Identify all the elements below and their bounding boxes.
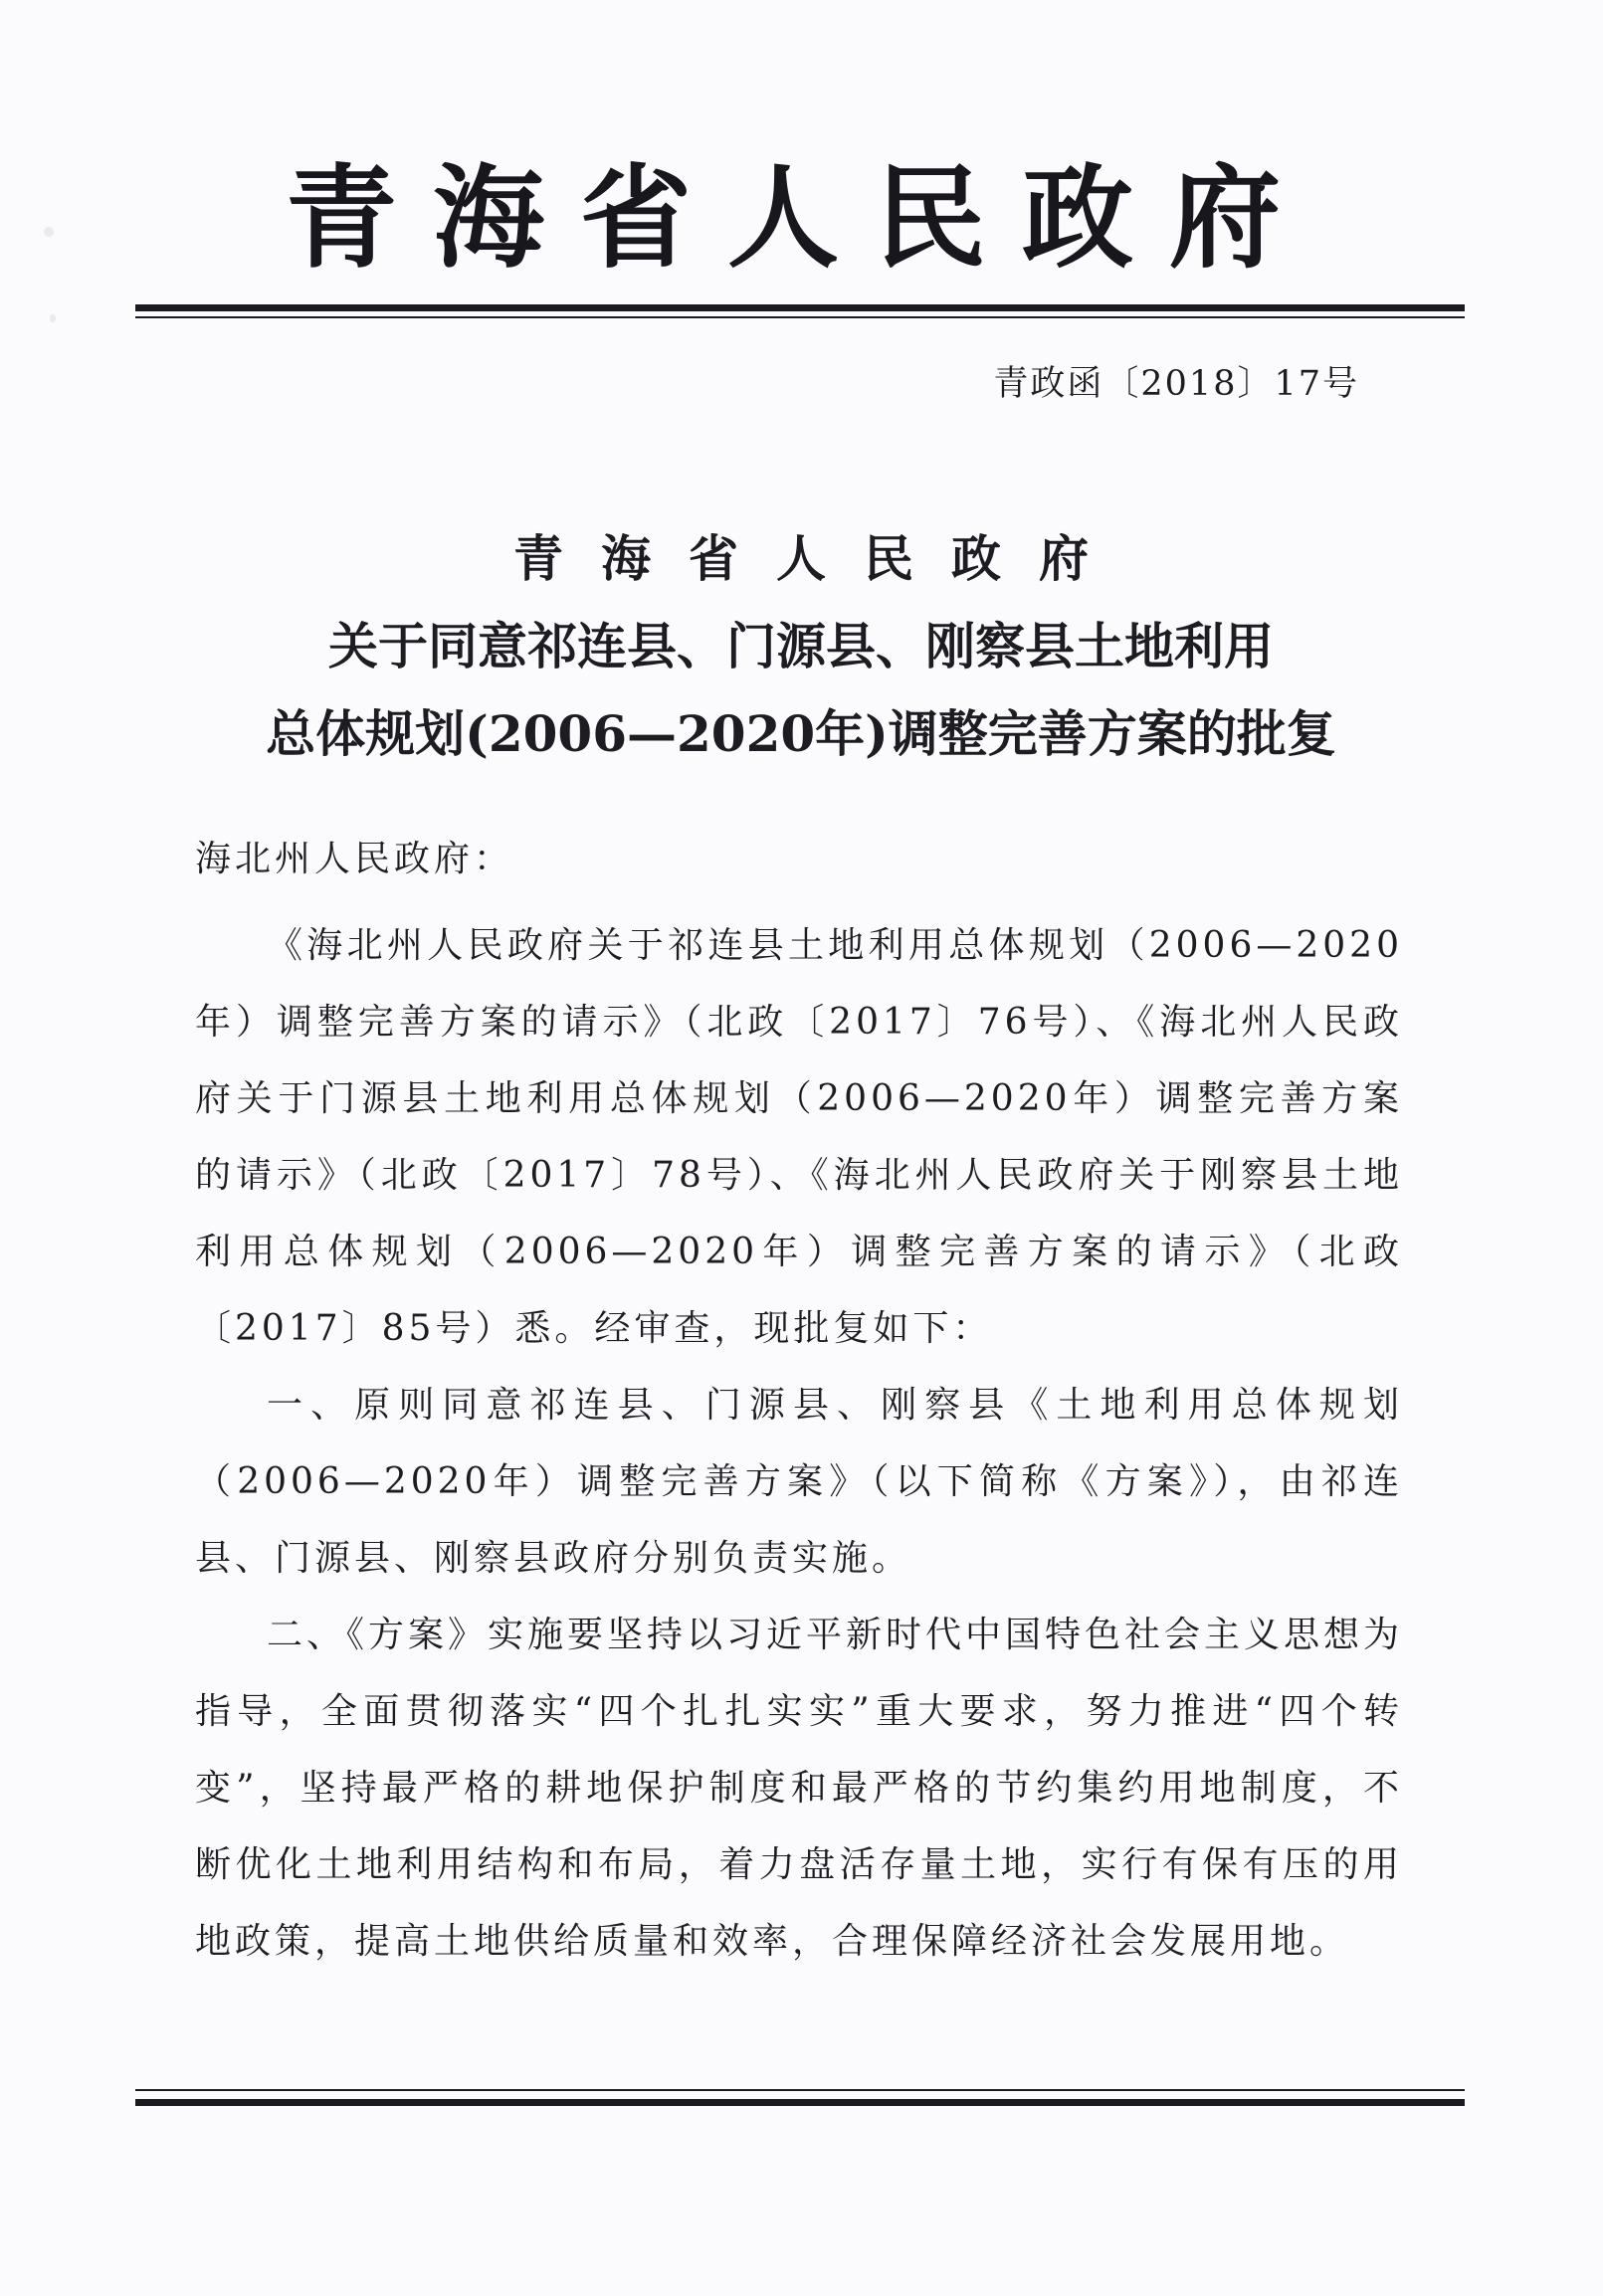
paper-speck bbox=[44, 227, 54, 237]
header-rule-thick bbox=[135, 304, 1465, 311]
issuer-header: 青海省人民政府 bbox=[286, 153, 1316, 284]
paragraph-approval-item-1: 一、原则同意祁连县、门源县、刚察县《土地利用总体规划（2006—2020年）调整完善方案》（以下简称《方案》），由祁连县、门源县、刚察县政府分别负责实施。 bbox=[195, 1385, 1403, 1579]
header-rule-thin bbox=[135, 316, 1465, 318]
footer-rule-thick bbox=[135, 2099, 1465, 2106]
document-number: 青政函〔2018〕17号 bbox=[993, 364, 1359, 404]
paper-speck bbox=[50, 314, 56, 322]
paragraph-approval-item-2: 二、《方案》实施要坚持以习近平新时代中国特色社会主义思想为指导，全面贯彻落实“四个扎扎实实”重大要求，努力推进“四个转变”，坚持最严格的耕地保护制度和最严格的节约集约用地制度，不断优化土地利用结构和布局，着力盘活存量土地，实行有保有压的用地政策，提高土地供给质量和效率，合理保障经济社会发展用地。 bbox=[195, 1615, 1404, 1962]
title-line-2: 关于同意祁连县、门源县、刚察县土地利用 bbox=[328, 617, 1274, 675]
salutation: 海北州人民政府： bbox=[195, 839, 514, 879]
paragraph-request-summary: 《海北州人民政府关于祁连县土地利用总体规划（2006—2020年）调整完善方案的请示》（北政〔2017〕76号）、《海北州人民政府关于门源县土地利用总体规划（2006—2020年）调整完善方案的请示》（北政〔2017〕78号）、《海北州人民政府关于刚察县土地利用总体规划（2006—2020年）调整完善方案的请示》（北政〔2017〕85号）悉。经审查，现批复如下： bbox=[195, 925, 1403, 1349]
document-title bbox=[139, 515, 1463, 778]
document-body bbox=[195, 907, 1403, 1980]
title-line-3: 总体规划(2006—2020年)调整完善方案的批复 bbox=[266, 704, 1336, 763]
title-line-1: 青海省人民政府 bbox=[513, 529, 1126, 588]
footer-rule-thin bbox=[135, 2089, 1465, 2091]
